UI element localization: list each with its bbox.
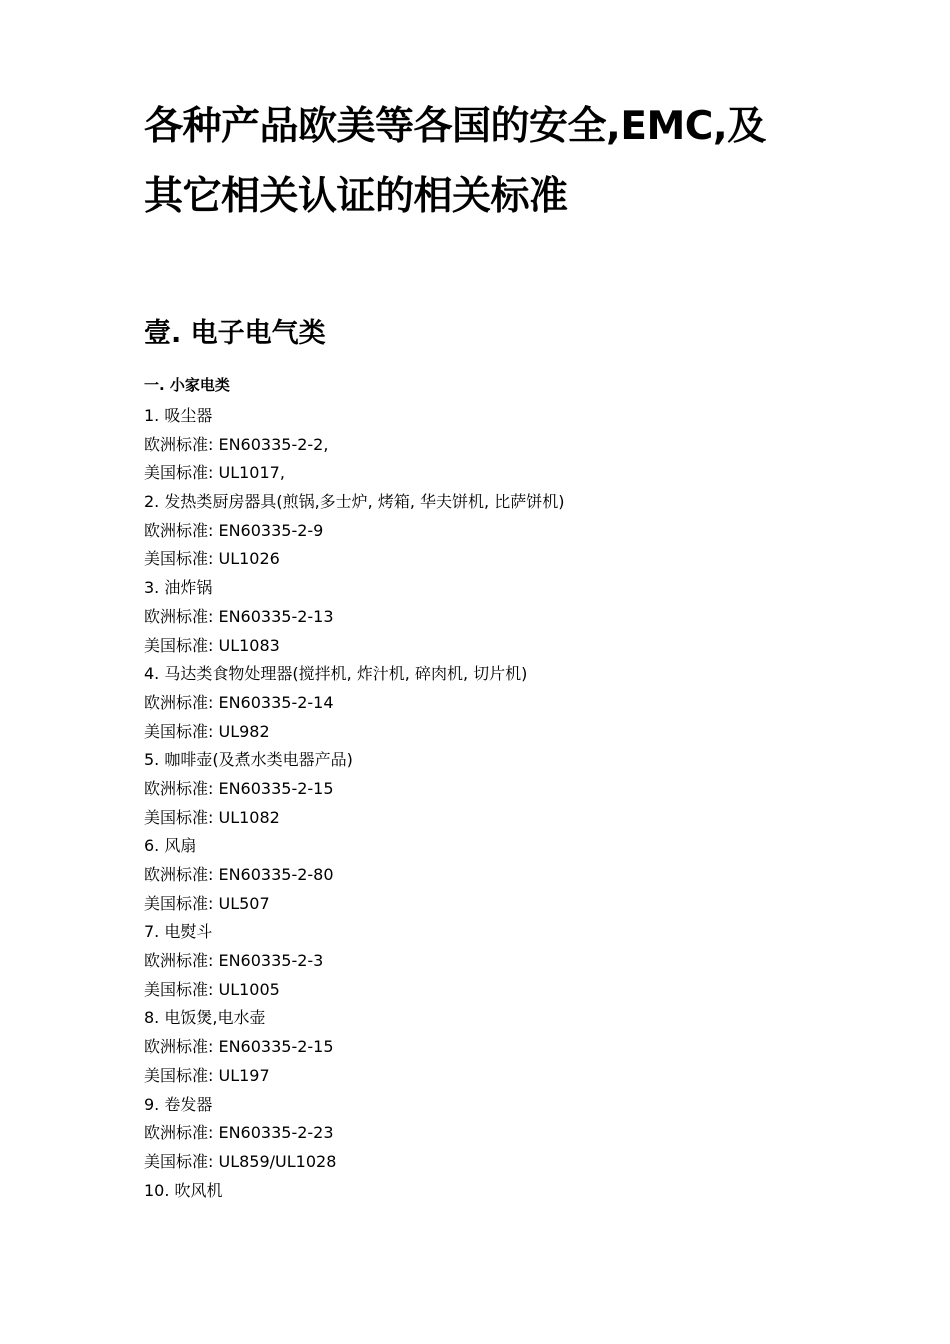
list-item: 欧洲标准: EN60335-2-80 (144, 865, 334, 884)
list-item: 8. 电饭煲,电水壶 (144, 1008, 266, 1028)
list-item: 欧洲标准: EN60335-2-14 (144, 692, 334, 712)
list-item: 欧洲标准: EN60335-2-15 (144, 778, 334, 798)
list-item: 2. 发热类厨房器具(煎锅,多士炉, 烤箱, 华夫饼机, 比萨饼机) (144, 492, 565, 512)
list-item: 10. 吹风机 (144, 1180, 223, 1200)
list-item: 3. 油炸锅 (144, 578, 213, 598)
section-heading: 壹. 电子电气类 (144, 318, 326, 349)
title-line-1: 各种产品欧美等各国的安全,EMC,及 (144, 104, 766, 149)
list-item: 1. 吸尘器 (144, 406, 213, 425)
list-item: 欧洲标准: EN60335-2-15 (144, 1037, 334, 1057)
list-item: 美国标准: UL1082 (144, 807, 280, 827)
list-item: 美国标准: UL1083 (144, 635, 280, 655)
sub-heading: 一. 小家电类 (144, 376, 230, 394)
list-item: 欧洲标准: EN60335-2-23 (144, 1123, 334, 1143)
list-item: 美国标准: UL859/UL1028 (144, 1151, 337, 1171)
list-item: 欧洲标准: EN60335-2-9 (144, 520, 324, 540)
list-item: 欧洲标准: EN60335-2-2, (144, 434, 329, 454)
list-item: 美国标准: UL197 (144, 1065, 270, 1085)
standards-list (144, 402, 564, 1205)
list-item: 欧洲标准: EN60335-2-3 (144, 951, 324, 971)
list-item: 美国标准: UL982 (144, 721, 270, 741)
list-item: 6. 风扇 (144, 836, 197, 856)
list-item: 美国标准: UL1017, (144, 463, 285, 483)
title-line-2: 其它相关认证的相关标准 (144, 174, 568, 219)
list-item: 欧洲标准: EN60335-2-13 (144, 606, 334, 626)
document-title (144, 92, 844, 232)
list-item: 7. 电熨斗 (144, 922, 213, 942)
list-item: 4. 马达类食物处理器(搅拌机, 炸汁机, 碎肉机, 切片机) (144, 664, 528, 684)
list-item: 5. 咖啡壶(及煮水类电器产品) (144, 750, 353, 770)
list-item: 美国标准: UL1005 (144, 979, 280, 999)
list-item: 9. 卷发器 (144, 1094, 213, 1114)
list-item: 美国标准: UL507 (144, 893, 270, 913)
list-item: 美国标准: UL1026 (144, 549, 280, 569)
